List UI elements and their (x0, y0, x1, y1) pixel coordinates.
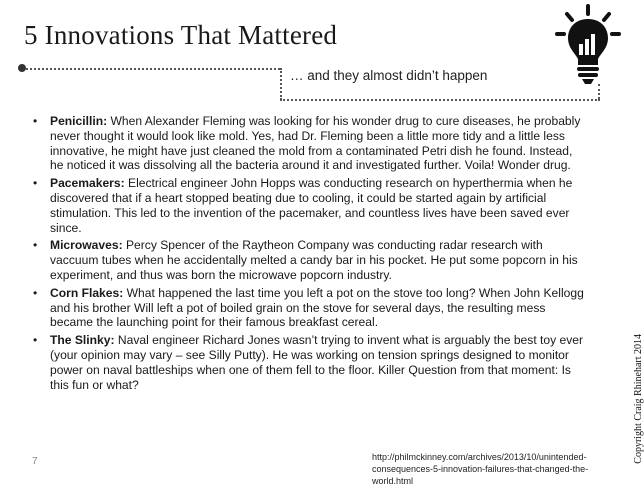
divider-dot (18, 64, 26, 72)
lightbulb-icon (553, 4, 623, 88)
subtitle-underline (280, 99, 600, 101)
title-divider (26, 68, 280, 70)
item-text: When Alexander Fleming was looking for his wonder drug to cure diseases, he probably never thought it would look like mold. Yes, had Dr. Fleming been a little more tidy and a little less innovative, he might have just cleaned the mold from a contaminated Petri dish he found. Instead, he noticed it was dissolving all the bacteria around it and investigated further. Voila! Wonder drug. (50, 114, 581, 173)
subtitle: … and they almost didn’t happen (290, 68, 488, 83)
list-item (30, 238, 585, 282)
page-title: 5 Innovations That Mattered (24, 20, 338, 50)
item-text: Electrical engineer John Hopps was conducting research on hyperthermia when he discovered that if a heart stopped beating due to cooling, it could be started again by artificial stimulation. This led to the invention of the pacemaker, and countless lives have been saved ever since. (50, 176, 573, 235)
item-term: Penicillin: (50, 114, 108, 128)
copyright-notice: Copyright Craig Rhinehart 2014 (633, 334, 644, 464)
list-item (30, 176, 585, 235)
source-line-2: consequences-5-innovation-failures-that-changed-the-world.html (372, 464, 589, 486)
source-line-1: http://philmckinney.com/archives/2013/10/unintended- (372, 452, 587, 462)
item-term: Corn Flakes: (50, 285, 124, 300)
item-term: Pacemakers: (50, 176, 125, 191)
subtitle-bracket-left (280, 68, 282, 100)
item-text: What happened the last time you left a pot on the stove too long? When John Kellogg and his brother Will left a pot of boiled grain on the stove for several days, the resulting mess became the launching point for their famous breakfast cereal. (50, 285, 584, 330)
item-text: Percy Spencer of the Raytheon Company was conducting radar research with vaccuum tubes when he accidentally melted a candy bar in his pocket. He put some popcorn in his experiment, and thus was born the microwave popcorn industry. (50, 238, 578, 282)
item-term: The Slinky: (50, 333, 115, 348)
innovation-list (30, 114, 585, 395)
source-link[interactable] (372, 451, 612, 487)
list-item (30, 286, 585, 330)
list-item (30, 333, 585, 392)
page-number: 7 (32, 456, 38, 467)
item-term: Microwaves: (50, 238, 123, 253)
item-text: Naval engineer Richard Jones wasn’t trying to invent what is arguably the best toy ever (your opinion may vary – see Silly Putty). He was working on tension springs designed to monitor power on naval battleships when one of them fell to the floor. Killer Question from that moment: Is this fun or what? (50, 333, 584, 392)
list-item (30, 114, 585, 173)
